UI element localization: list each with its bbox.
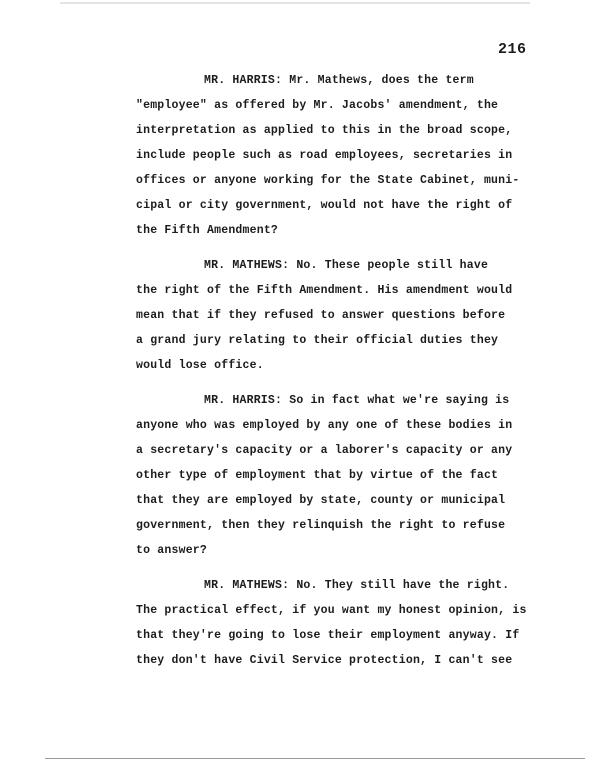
scan-edge-smudge [60, 2, 530, 4]
transcript-line: would lose office. [136, 359, 264, 372]
transcript-line: MR. HARRIS: So in fact what we're saying is [204, 394, 510, 407]
transcript-line: a grand jury relating to their official duties they [136, 334, 499, 347]
page-bottom-rule [45, 758, 585, 759]
transcript-line: anyone who was employed by any one of these bodies in [136, 419, 513, 432]
transcript-line: a secretary's capacity or a laborer's capacity or any [136, 444, 513, 457]
transcript-line: MR. MATHEWS: No. These people still have [204, 259, 489, 272]
transcript-line: they don't have Civil Service protection, I can't see [136, 654, 513, 667]
transcript-line: to answer? [136, 544, 208, 557]
transcript-line: cipal or city government, would not have the right of [136, 199, 513, 212]
transcript-line: that they are employed by state, county or municipal [136, 494, 506, 507]
transcript-line: MR. HARRIS: Mr. Mathews, does the term [204, 74, 474, 87]
transcript-line: The practical effect, if you want my honest opinion, is [136, 604, 527, 617]
transcript-line: offices or anyone working for the State Cabinet, muni- [136, 174, 520, 187]
page-number: 216 [498, 41, 527, 58]
transcript-line: government, then they relinquish the right to refuse [136, 519, 506, 532]
transcript-line: that they're going to lose their employment anyway. If [136, 629, 520, 642]
transcript-line: "employee" as offered by Mr. Jacobs' amendment, the [136, 99, 499, 112]
transcript-line: MR. MATHEWS: No. They still have the right. [204, 579, 510, 592]
transcript-line: other type of employment that by virtue of the fact [136, 469, 499, 482]
transcript-line: include people such as road employees, secretaries in [136, 149, 513, 162]
transcript-line: interpretation as applied to this in the broad scope, [136, 124, 513, 137]
transcript-line: the Fifth Amendment? [136, 224, 279, 237]
transcript-line: mean that if they refused to answer questions before [136, 309, 506, 322]
transcript-line: the right of the Fifth Amendment. His amendment would [136, 284, 513, 297]
